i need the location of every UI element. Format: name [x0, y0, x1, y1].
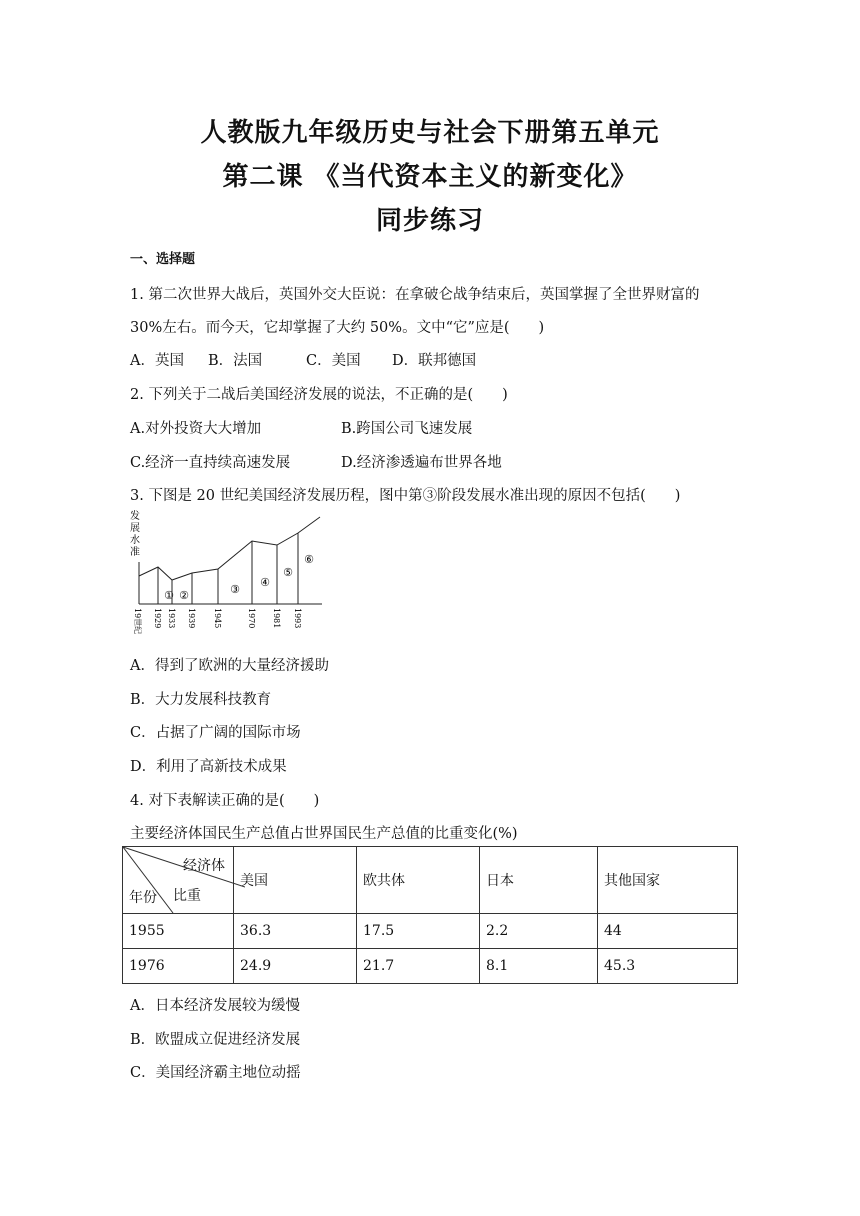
row-year: 1976 — [123, 949, 234, 984]
table-header-row — [123, 847, 738, 914]
q2-option-b: B.跨国公司飞速发展 — [341, 421, 473, 437]
xtick-1933: 1933 — [167, 608, 176, 629]
xtick-1993: 1993 — [293, 608, 302, 629]
q2-option-c: C.经济一直持续高速发展 — [130, 455, 291, 471]
economic-development-diagram — [124, 508, 330, 644]
ylabel-char: 展 — [130, 523, 140, 534]
q3-option-b: B．大力发展科技教育 — [130, 692, 272, 708]
table-row — [123, 949, 738, 984]
q4-option-c: C．美国经济霸主地位动摇 — [130, 1065, 301, 1081]
table-cell: 2.2 — [480, 914, 598, 949]
row-year: 1955 — [123, 914, 234, 949]
corner-label-share: 比重 — [173, 888, 201, 904]
table-caption: 主要经济体国民生产总值占世界国民生产总值的比重变化(%) — [130, 826, 518, 842]
q4-option-a: A．日本经济发展较为缓慢 — [130, 998, 300, 1014]
table-cell: 44 — [598, 914, 738, 949]
col-header: 日本 — [480, 847, 598, 914]
col-header: 欧共体 — [357, 847, 480, 914]
stage-marker-6: ⑥ — [304, 553, 314, 566]
q2-stem: 2. 下列关于二战后美国经济发展的说法，不正确的是( ) — [130, 387, 508, 403]
col-header: 其他国家 — [598, 847, 738, 914]
q2-option-d: D.经济渗透遍布世界各地 — [341, 455, 502, 471]
q3-option-c: C．占据了广阔的国际市场 — [130, 725, 301, 741]
table-corner-cell — [123, 847, 234, 914]
stage-marker-1: ① — [164, 589, 174, 602]
q3-option-a: A．得到了欧洲的大量经济援助 — [130, 658, 329, 674]
stage-marker-4: ④ — [260, 576, 270, 589]
q2-options-row2 — [130, 451, 502, 472]
stage-marker-2: ② — [179, 589, 189, 602]
ylabel-char: 发 — [130, 511, 140, 522]
doc-title-line1: 人教版九年级历史与社会下册第五单元 — [200, 118, 660, 148]
q4-stem: 4. 对下表解读正确的是( ) — [130, 793, 320, 809]
xtick-19c: 19世纪 — [133, 608, 142, 635]
table-row — [123, 914, 738, 949]
stage-marker-3: ③ — [230, 583, 240, 596]
doc-title-line2: 第二课 《当代资本主义的新变化》 — [222, 162, 638, 192]
table-cell: 24.9 — [234, 949, 357, 984]
q1-stem-line2: 30%左右。而今天，它却掌握了大约 50%。文中“它”应是( ) — [130, 320, 545, 336]
q1-option-b: B．法国 — [208, 353, 263, 369]
col-header: 美国 — [234, 847, 357, 914]
q3-option-d: D．利用了高新技术成果 — [130, 759, 287, 775]
xtick-1929: 1929 — [153, 608, 162, 629]
q1-stem-line1: 1. 第二次世界大战后，英国外交大臣说：在拿破仑战争结束后，英国掌握了全世界财富的 — [130, 287, 700, 303]
table-cell: 17.5 — [357, 914, 480, 949]
doc-title-line3: 同步练习 — [375, 206, 484, 236]
xtick-1981: 1981 — [272, 608, 281, 629]
corner-label-economy: 经济体 — [183, 858, 225, 874]
q1-option-c: C．美国 — [306, 353, 361, 369]
q3-stem: 3. 下图是 20 世纪美国经济发展历程，图中第③阶段发展水准出现的原因不包括( ) — [130, 488, 681, 504]
xtick-1939: 1939 — [187, 608, 196, 629]
q2-options-row1 — [130, 417, 472, 438]
section-heading: 一、选择题 — [130, 252, 196, 267]
table-cell: 36.3 — [234, 914, 357, 949]
q1-option-a: A．英国 — [130, 353, 184, 369]
ylabel-char: 水 — [130, 535, 140, 546]
gnp-share-table — [122, 846, 738, 984]
xtick-1970: 1970 — [247, 608, 256, 629]
table-cell: 21.7 — [357, 949, 480, 984]
table-cell: 8.1 — [480, 949, 598, 984]
table-cell: 45.3 — [598, 949, 738, 984]
xtick-1945: 1945 — [213, 608, 222, 629]
q2-option-a: A.对外投资大大增加 — [130, 421, 262, 437]
q4-option-b: B．欧盟成立促进经济发展 — [130, 1032, 301, 1048]
q1-option-d: D．联邦德国 — [392, 353, 477, 369]
ylabel-char: 准 — [130, 547, 140, 558]
corner-label-year: 年份 — [129, 890, 157, 906]
q1-options — [130, 349, 476, 370]
stage-marker-5: ⑤ — [283, 566, 293, 579]
